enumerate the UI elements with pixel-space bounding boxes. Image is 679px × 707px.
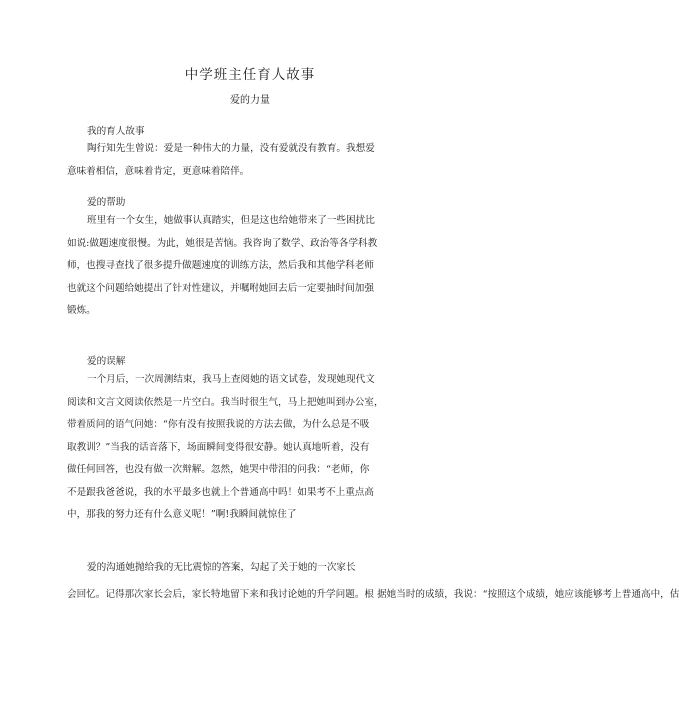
paragraph-line: 中，那我的努力还有什么意义呢！”啊!我瞬间就惊住了 (67, 509, 297, 520)
paragraph-line: 不是跟我爸爸说，我的水平最多也就上个普通高中吗！如果考不上重点高 (67, 486, 374, 498)
paragraph-line: 做任何回答，也没有做一次辩解。忽然，她哭中带泪的问我：“老师，你 (67, 464, 370, 475)
paragraph-line: 师，也搜寻查找了很多提升做题速度的训练方法，然后我和其他学科老师 (67, 260, 374, 271)
section-paragraph-communication-lead (67, 557, 433, 579)
paragraph-line: 陶行知先生曾说：爱是一种伟大的力量，没有爱就没有教育。我想爱 (87, 143, 375, 154)
section-paragraph-my-story (67, 138, 433, 183)
paragraph-line: 带着质问的语气问她：“你有没有按照我说的方法去做，为什么总是不吸 (67, 419, 370, 430)
paragraph-line: 意味着相信，意味着肯定，更意味着陪伴。 (67, 165, 250, 177)
paragraph-line: 如说:做题速度很慢。为此，她很是苦恼。我咨询了数学、政治等各学科教 (67, 237, 378, 249)
document-title: 中学班主任育人故事 (184, 67, 316, 83)
paragraph-line: 也就这个问题给她提出了针对性建议，并嘱咐她回去后一定要抽时间加强 (67, 282, 374, 294)
section-heading-misunderstanding: 爱的误解 (87, 356, 126, 367)
document-subtitle: 爱的力量 (230, 95, 270, 106)
section-paragraph-misunderstanding (67, 369, 433, 527)
paragraph-line: 锻炼。 (67, 305, 96, 316)
section-heading-help: 爱的帮助 (87, 197, 126, 208)
paragraph-line: 爱的沟通她抛给我的无比震惊的答案，勾起了关于她的一次家长 (87, 562, 356, 573)
paragraph-line: 阅读和文言文阅读依然是一片空白。我当时很生气，马上把她叫到办公室， (67, 396, 384, 408)
paragraph-line: 班里有一个女生，她做事认真踏实，但是这也给她带来了一些困扰比 (87, 215, 375, 226)
paragraph-line: 据她当时的成绩，我说：“按照这个成绩，她应该能够考上普通高中，估 (377, 589, 679, 600)
section-paragraph-communication (67, 586, 679, 604)
paragraph-line: 一个月后，一次周测结束，我马上查阅她的语文试卷，发现她现代文 (87, 374, 375, 385)
section-heading-my-story: 我的育人故事 (87, 126, 145, 137)
paragraph-line: 取教训？”当我的话音落下，场面瞬间变得很安静。她认真地听着，没有 (67, 441, 370, 453)
section-paragraph-help (67, 210, 433, 323)
paragraph-line: 会回忆。记得那次家长会后，家长特地留下来和我讨论她的升学问题。根 (67, 589, 374, 600)
